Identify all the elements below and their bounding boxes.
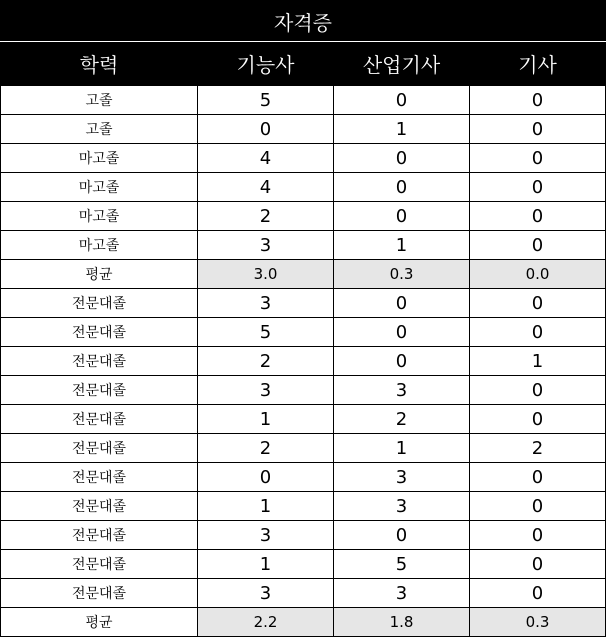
count-cell: 0: [470, 144, 606, 173]
education-label: 전문대졸: [1, 347, 198, 376]
table-row: [1, 492, 606, 521]
count-cell: 2: [198, 202, 334, 231]
average-value: 3.0: [198, 260, 334, 289]
count-cell: 5: [198, 86, 334, 115]
table-row: [1, 289, 606, 318]
count-cell: 0: [470, 86, 606, 115]
count-cell: 0: [334, 521, 470, 550]
count-cell: 1: [470, 347, 606, 376]
count-cell: 0: [334, 144, 470, 173]
count-cell: 0: [198, 463, 334, 492]
count-cell: 0: [334, 173, 470, 202]
table-row: [1, 376, 606, 405]
header-engineer: 기사: [470, 42, 606, 86]
count-cell: 0: [334, 347, 470, 376]
count-cell: 1: [334, 434, 470, 463]
count-cell: 0: [470, 231, 606, 260]
average-value: 0.3: [334, 260, 470, 289]
table-row: [1, 86, 606, 115]
count-cell: 0: [470, 173, 606, 202]
count-cell: 3: [334, 492, 470, 521]
education-label: 전문대졸: [1, 318, 198, 347]
education-label: 고졸: [1, 86, 198, 115]
header-industrial-engineer: 산업기사: [334, 42, 470, 86]
count-cell: 0: [334, 86, 470, 115]
count-cell: 0: [470, 579, 606, 608]
table-row: [1, 202, 606, 231]
count-cell: 2: [198, 347, 334, 376]
table-row: [1, 347, 606, 376]
education-label: 마고졸: [1, 231, 198, 260]
count-cell: 2: [334, 405, 470, 434]
count-cell: 5: [334, 550, 470, 579]
education-label: 마고졸: [1, 144, 198, 173]
education-label: 전문대졸: [1, 434, 198, 463]
count-cell: 0: [198, 115, 334, 144]
count-cell: 1: [198, 550, 334, 579]
count-cell: 3: [198, 521, 334, 550]
education-label: 전문대졸: [1, 289, 198, 318]
count-cell: 3: [198, 231, 334, 260]
count-cell: 3: [198, 289, 334, 318]
table-row: [1, 579, 606, 608]
count-cell: 0: [334, 289, 470, 318]
count-cell: 0: [470, 202, 606, 231]
education-label: 전문대졸: [1, 405, 198, 434]
table-body: [1, 86, 606, 637]
table-title: 자격증: [1, 1, 606, 42]
count-cell: 0: [470, 289, 606, 318]
count-cell: 3: [334, 579, 470, 608]
count-cell: 3: [334, 463, 470, 492]
count-cell: 0: [470, 463, 606, 492]
average-label: 평균: [1, 608, 198, 637]
average-value: 0.3: [470, 608, 606, 637]
education-label: 전문대졸: [1, 550, 198, 579]
education-label: 마고졸: [1, 202, 198, 231]
count-cell: 4: [198, 144, 334, 173]
table-row: [1, 318, 606, 347]
table-row: [1, 115, 606, 144]
count-cell: 4: [198, 173, 334, 202]
count-cell: 0: [334, 202, 470, 231]
count-cell: 0: [470, 492, 606, 521]
education-label: 전문대졸: [1, 521, 198, 550]
count-cell: 1: [198, 405, 334, 434]
count-cell: 3: [198, 376, 334, 405]
table-row: [1, 405, 606, 434]
header-education: 학력: [1, 42, 198, 86]
table-row: [1, 231, 606, 260]
average-row: [1, 260, 606, 289]
count-cell: 0: [470, 521, 606, 550]
count-cell: 1: [334, 115, 470, 144]
count-cell: 3: [198, 579, 334, 608]
table-row: [1, 434, 606, 463]
count-cell: 0: [470, 405, 606, 434]
count-cell: 0: [470, 318, 606, 347]
education-label: 전문대졸: [1, 463, 198, 492]
table-row: [1, 173, 606, 202]
count-cell: 2: [198, 434, 334, 463]
count-cell: 1: [334, 231, 470, 260]
count-cell: 0: [470, 115, 606, 144]
table-row: [1, 144, 606, 173]
count-cell: 1: [198, 492, 334, 521]
education-label: 전문대졸: [1, 492, 198, 521]
count-cell: 2: [470, 434, 606, 463]
count-cell: 0: [470, 376, 606, 405]
average-label: 평균: [1, 260, 198, 289]
table-row: [1, 550, 606, 579]
header-craftsman: 기능사: [198, 42, 334, 86]
education-label: 전문대졸: [1, 376, 198, 405]
table-row: [1, 521, 606, 550]
table-row: [1, 463, 606, 492]
count-cell: 5: [198, 318, 334, 347]
count-cell: 0: [470, 550, 606, 579]
average-value: 0.0: [470, 260, 606, 289]
count-cell: 3: [334, 376, 470, 405]
count-cell: 0: [334, 318, 470, 347]
education-label: 마고졸: [1, 173, 198, 202]
average-value: 2.2: [198, 608, 334, 637]
education-label: 고졸: [1, 115, 198, 144]
header-row: [1, 42, 606, 86]
average-value: 1.8: [334, 608, 470, 637]
average-row: [1, 608, 606, 637]
education-label: 전문대졸: [1, 579, 198, 608]
title-row: [1, 1, 606, 42]
